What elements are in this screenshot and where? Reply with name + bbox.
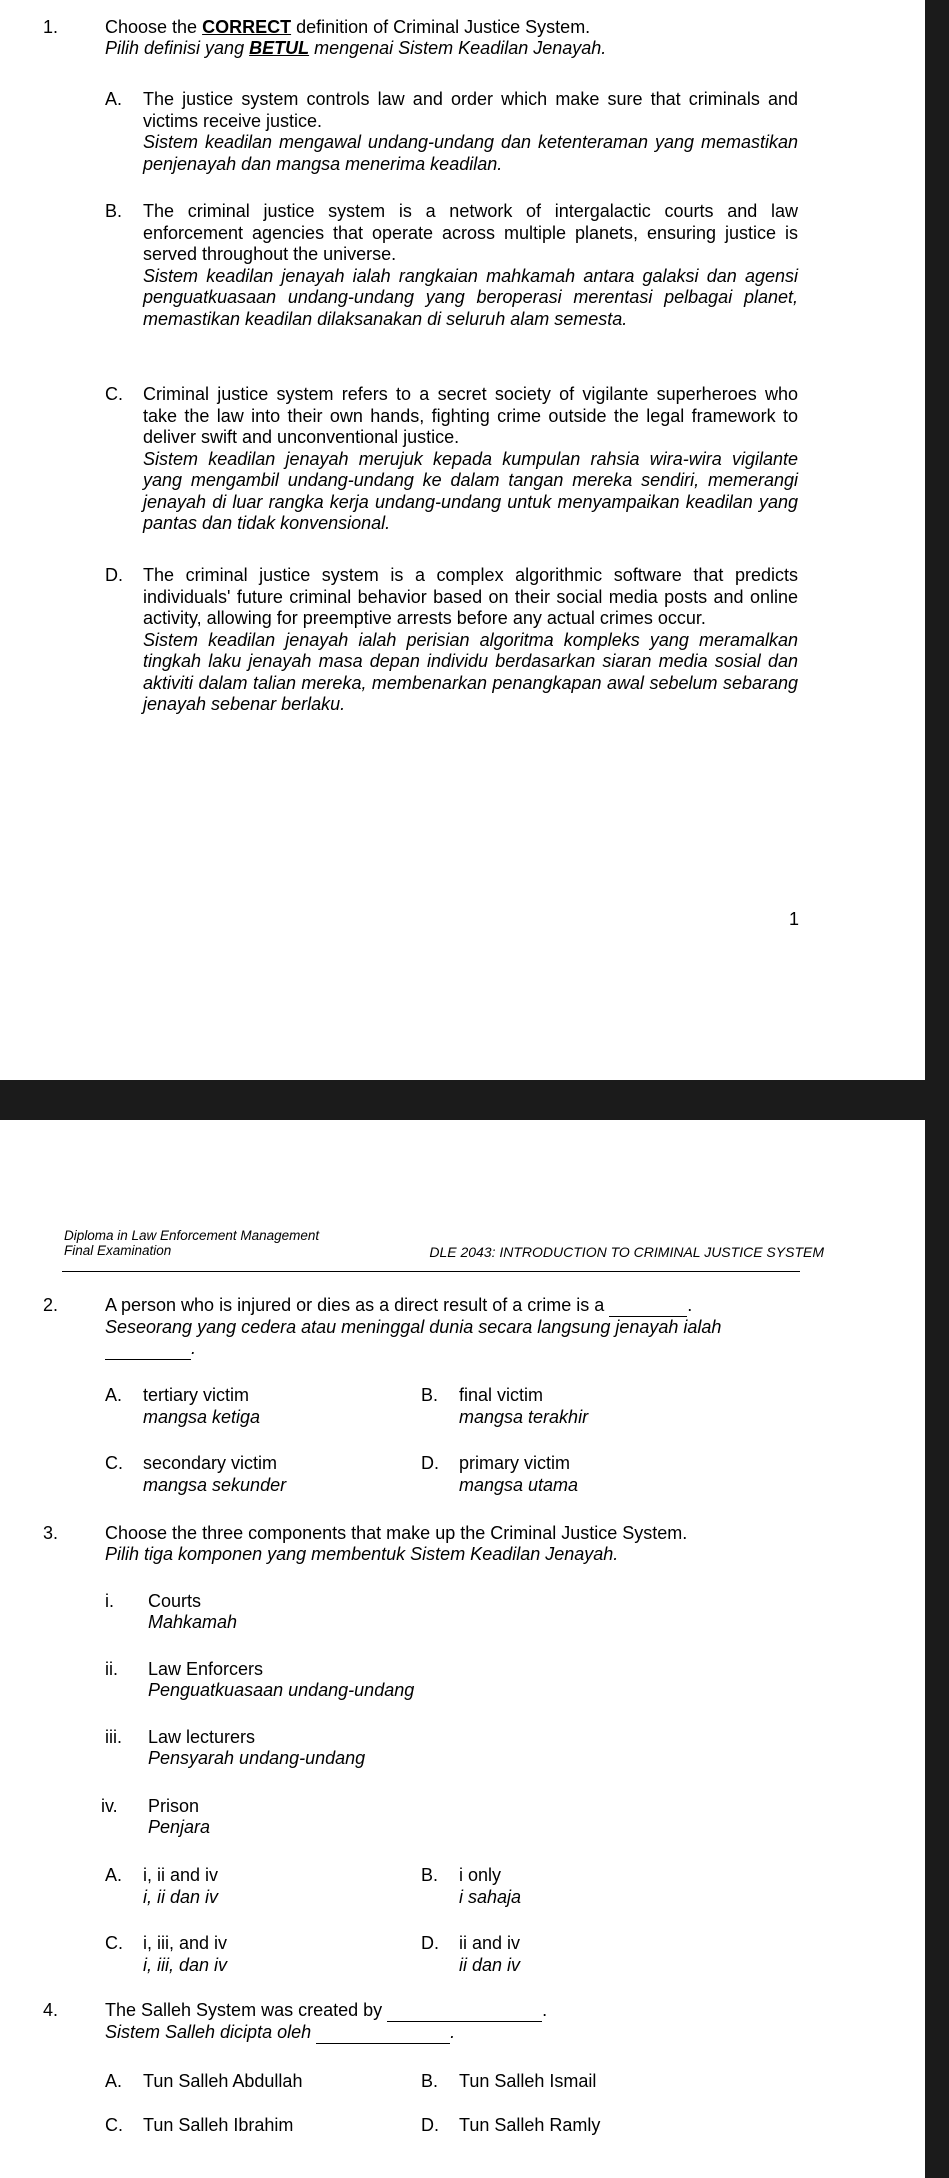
option-text-ms: Sistem keadilan mengawal undang-undang dan ketenteraman yang memastikan penjenayah dan mangsa menerima keadilan. bbox=[143, 132, 798, 174]
option-letter: A. bbox=[105, 1865, 123, 1885]
option-text-ms: mangsa utama bbox=[459, 1474, 579, 1495]
option-text-ms: Sistem keadilan jenayah ialah perisian algoritma kompleks yang meramalkan tingkah laku jenayah masa depan individu berdasarkan siaran media sosial dan aktiviti dalam talian mereka, membenarkan penangkapan awal sebelum sebarang jenayah sebenar berlaku. bbox=[143, 629, 798, 714]
item-text: Law Enforcers bbox=[148, 1659, 264, 1679]
page-header-left bbox=[64, 1229, 319, 1258]
question-prompt: A person who is injured or dies as a direct result of a crime is a . bbox=[105, 1295, 693, 1315]
item-numeral: iii. bbox=[105, 1727, 122, 1747]
option-letter: D. bbox=[105, 565, 123, 585]
option-a[interactable] bbox=[105, 89, 798, 175]
answer-blank bbox=[387, 2000, 542, 2022]
question-prompt-ms: Pilih tiga komponen yang membentuk Sistem Keadilan Jenayah. bbox=[105, 1544, 619, 1564]
option-text: The criminal justice system is a complex algorithmic software that predicts individuals' future criminal behavior based on their social media posts and online activity, allowing for preemptive arrests before any actual crimes occur. bbox=[143, 565, 798, 628]
question-prompt-ms: Pilih definisi yang BETUL mengenai Sistem Keadilan Jenayah. bbox=[105, 38, 607, 58]
option-a[interactable] bbox=[105, 1385, 405, 1428]
option-d[interactable] bbox=[105, 565, 798, 716]
option-letter: A. bbox=[105, 2071, 123, 2091]
option-letter: A. bbox=[105, 1385, 123, 1405]
question-prompt: Choose the CORRECT definition of Criminal Justice System. bbox=[105, 17, 591, 37]
question-number: 1. bbox=[43, 17, 59, 37]
option-letter: B. bbox=[421, 2071, 439, 2091]
question-1 bbox=[43, 17, 863, 59]
question-prompt: Choose the three components that make up the Criminal Justice System. bbox=[105, 1523, 688, 1543]
page-gap bbox=[0, 1080, 949, 1120]
item-numeral: ii. bbox=[105, 1659, 118, 1679]
option-text: final victim bbox=[459, 1385, 544, 1405]
component-item bbox=[105, 1591, 605, 1633]
option-letter: D. bbox=[421, 1933, 439, 1953]
option-text: Criminal justice system refers to a secret society of vigilante superheroes who take the law into their own hands, fighting crime outside the legal framework to deliver swift and unconventional justice. bbox=[143, 384, 798, 447]
option-b[interactable] bbox=[421, 1865, 721, 1908]
course-title: DLE 2043: INTRODUCTION TO CRIMINAL JUSTICE SYSTEM bbox=[429, 1244, 824, 1260]
option-text-ms: mangsa sekunder bbox=[143, 1474, 287, 1495]
option-letter: C. bbox=[105, 384, 123, 404]
item-numeral: i. bbox=[105, 1591, 114, 1611]
option-text: Tun Salleh Ramly bbox=[459, 2115, 601, 2135]
option-text: i, iii, and iv bbox=[143, 1933, 228, 1953]
option-text-ms: ii dan iv bbox=[459, 1954, 521, 1975]
option-text: The criminal justice system is a network of intergalactic courts and law enforcement agencies that operate across multiple planets, ensuring justice is served throughout the universe. bbox=[143, 201, 798, 264]
option-letter: B. bbox=[105, 201, 123, 221]
option-c[interactable] bbox=[105, 384, 798, 535]
option-letter: D. bbox=[421, 1453, 439, 1473]
option-text-ms: mangsa terakhir bbox=[459, 1406, 589, 1427]
question-number: 3. bbox=[43, 1523, 59, 1543]
option-letter: B. bbox=[421, 1865, 439, 1885]
question-prompt: The Salleh System was created by . bbox=[105, 2000, 548, 2020]
option-text-ms: mangsa ketiga bbox=[143, 1406, 261, 1427]
component-item bbox=[105, 1727, 605, 1769]
option-text: The justice system controls law and order which make sure that criminals and victims receive justice. bbox=[143, 89, 798, 131]
answer-blank bbox=[316, 2022, 450, 2044]
option-d[interactable] bbox=[421, 1453, 721, 1496]
item-text-ms: Mahkamah bbox=[148, 1612, 238, 1632]
program-name: Diploma in Law Enforcement Management bbox=[64, 1228, 320, 1243]
option-a[interactable] bbox=[105, 2071, 405, 2093]
question-number: 2. bbox=[43, 1295, 59, 1315]
option-text-ms: i, ii dan iv bbox=[143, 1886, 219, 1907]
question-prompt-ms: Sistem Salleh dicipta oleh . bbox=[105, 2022, 456, 2042]
option-text-ms: i, iii, dan iv bbox=[143, 1954, 228, 1975]
item-numeral: iv. bbox=[101, 1796, 118, 1816]
option-text-ms: i sahaja bbox=[459, 1886, 522, 1907]
option-text: i only bbox=[459, 1865, 502, 1885]
question-prompt-ms: Seseorang yang cedera atau meninggal dunia secara langsung jenayah ialah . bbox=[105, 1317, 722, 1358]
option-text: tertiary victim bbox=[143, 1385, 250, 1405]
option-letter: C. bbox=[105, 2115, 123, 2135]
item-text-ms: Penguatkuasaan undang-undang bbox=[148, 1680, 415, 1700]
option-text: Tun Salleh Abdullah bbox=[143, 2071, 303, 2091]
option-letter: C. bbox=[105, 1933, 123, 1953]
item-text: Courts bbox=[148, 1591, 202, 1611]
option-c[interactable] bbox=[105, 1933, 405, 1976]
component-item bbox=[105, 1659, 605, 1701]
option-text: ii and iv bbox=[459, 1933, 521, 1953]
option-d[interactable] bbox=[421, 2115, 721, 2137]
option-text: Tun Salleh Ismail bbox=[459, 2071, 597, 2091]
option-b[interactable] bbox=[421, 2071, 721, 2093]
question-4 bbox=[43, 2000, 863, 2044]
question-2 bbox=[43, 1295, 863, 1360]
header-divider bbox=[62, 1271, 800, 1272]
question-3 bbox=[43, 1523, 863, 1565]
item-text: Prison bbox=[148, 1796, 200, 1816]
page-number: 1 bbox=[789, 909, 800, 929]
answer-blank bbox=[609, 1295, 687, 1317]
option-letter: A. bbox=[105, 89, 123, 109]
option-text: i, ii and iv bbox=[143, 1865, 219, 1885]
option-d[interactable] bbox=[421, 1933, 721, 1976]
option-a[interactable] bbox=[105, 1865, 405, 1908]
option-b[interactable] bbox=[105, 201, 798, 330]
option-letter: B. bbox=[421, 1385, 439, 1405]
answer-blank bbox=[105, 1338, 191, 1360]
exam-name: Final Examination bbox=[64, 1242, 172, 1258]
option-b[interactable] bbox=[421, 1385, 721, 1428]
item-text: Law lecturers bbox=[148, 1727, 256, 1747]
option-letter: C. bbox=[105, 1453, 123, 1473]
option-text: Tun Salleh Ibrahim bbox=[143, 2115, 294, 2135]
item-text-ms: Pensyarah undang-undang bbox=[148, 1748, 366, 1768]
component-item bbox=[101, 1796, 601, 1838]
option-text: primary victim bbox=[459, 1453, 570, 1473]
option-letter: D. bbox=[421, 2115, 439, 2135]
option-text: secondary victim bbox=[143, 1453, 278, 1473]
question-number: 4. bbox=[43, 2000, 59, 2020]
option-text-ms: Sistem keadilan jenayah ialah rangkaian mahkamah antara galaksi dan agensi penguatkuasaan undang-undang yang beroperasi merentasi pelbagai planet, memastikan keadilan dilaksanakan di seluruh alam semesta. bbox=[143, 265, 798, 329]
item-text-ms: Penjara bbox=[148, 1817, 211, 1837]
option-c[interactable] bbox=[105, 1453, 405, 1496]
option-text-ms: Sistem keadilan jenayah merujuk kepada kumpulan rahsia wira-wira vigilante yang mengambil undang-undang ke dalam tangan mereka sendiri, memerangi jenayah di luar rangka kerja undang-undang untuk menyampaikan keadilan yang pantas dan tidak konvensional. bbox=[143, 448, 798, 533]
option-c[interactable] bbox=[105, 2115, 405, 2137]
